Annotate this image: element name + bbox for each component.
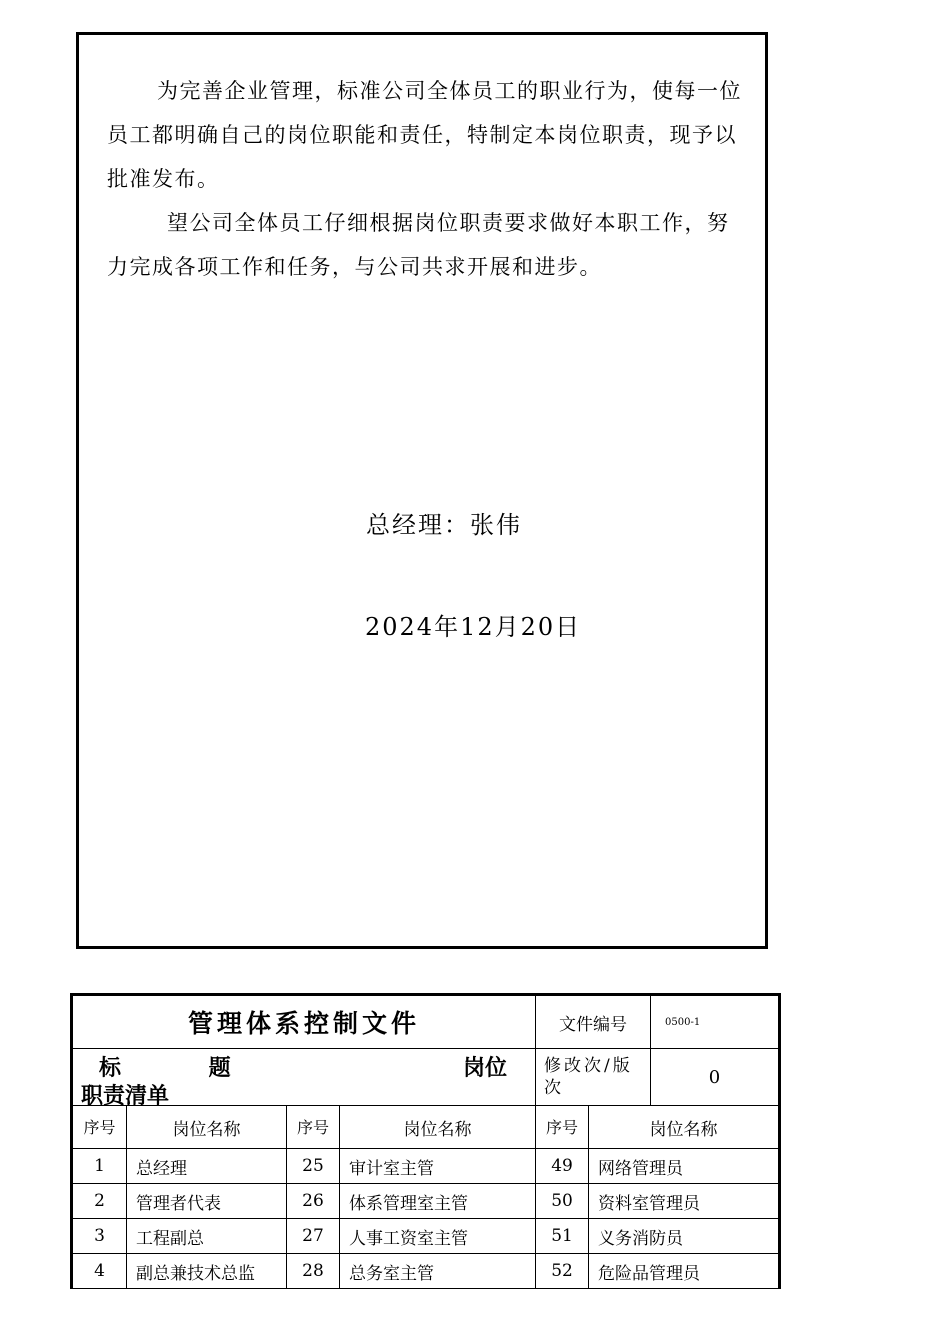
document-number-label: 文件编号 [536, 995, 651, 1049]
document-number-value: 0500-1 [651, 995, 780, 1049]
position-name: 网络管理员 [589, 1149, 780, 1184]
table-row [72, 1184, 780, 1219]
row-index: 1 [72, 1149, 127, 1184]
position-name: 义务消防员 [589, 1219, 780, 1254]
signer-line: 总经理：张伟 [366, 511, 522, 539]
column-header-name-1: 岗位名称 [127, 1106, 287, 1149]
issue-date: 2024年12月20日 [365, 613, 582, 641]
revision-value: 0 [651, 1049, 780, 1106]
row-index: 2 [72, 1184, 127, 1219]
position-name: 管理者代表 [127, 1184, 287, 1219]
title-label: 标 题 [99, 1056, 271, 1081]
approval-notice [76, 32, 768, 949]
position-name: 总务室主管 [340, 1254, 536, 1289]
row-index: 49 [536, 1149, 589, 1184]
row-index: 3 [72, 1219, 127, 1254]
column-header-index-3: 序号 [536, 1106, 589, 1149]
column-header-name-2: 岗位名称 [340, 1106, 536, 1149]
table-row [72, 1219, 780, 1254]
revision-label: 修改次/版次 [536, 1049, 651, 1106]
table-row [72, 1149, 780, 1184]
column-header-name-3: 岗位名称 [589, 1106, 780, 1149]
document-type-title: 管理体系控制文件 [72, 995, 536, 1049]
position-name: 副总兼技术总监 [127, 1254, 287, 1289]
position-name: 工程副总 [127, 1219, 287, 1254]
position-name: 总经理 [127, 1149, 287, 1184]
column-header-index-2: 序号 [287, 1106, 340, 1149]
row-index: 25 [287, 1149, 340, 1184]
row-index: 52 [536, 1254, 589, 1289]
row-index: 4 [72, 1254, 127, 1289]
table-row [72, 1254, 780, 1289]
control-document-table [70, 993, 781, 1289]
row-index: 50 [536, 1184, 589, 1219]
row-index: 27 [287, 1219, 340, 1254]
position-name: 体系管理室主管 [340, 1184, 536, 1219]
notice-paragraph-1: 为完善企业管理，标准公司全体员工的职业行为，使每一位员工都明确自己的岗位职能和责任，特制定本岗位职责，现予以批准发布。 [107, 79, 742, 191]
position-name: 危险品管理员 [589, 1254, 780, 1289]
row-index: 26 [287, 1184, 340, 1219]
title-cell [72, 1049, 536, 1109]
row-index: 51 [536, 1219, 589, 1254]
row-index: 28 [287, 1254, 340, 1289]
column-header-index-1: 序号 [72, 1106, 127, 1149]
position-name: 审计室主管 [340, 1149, 536, 1184]
title-value-part-1: 岗位 [463, 1056, 508, 1081]
position-name: 人事工资室主管 [340, 1219, 536, 1254]
title-value-part-2: 职责清单 [81, 1084, 170, 1109]
position-name: 资料室管理员 [589, 1184, 780, 1219]
notice-paragraph-2: 望公司全体员工仔细根据岗位职责要求做好本职工作，努力完成各项工作和任务，与公司共求开展和进步。 [107, 211, 730, 279]
